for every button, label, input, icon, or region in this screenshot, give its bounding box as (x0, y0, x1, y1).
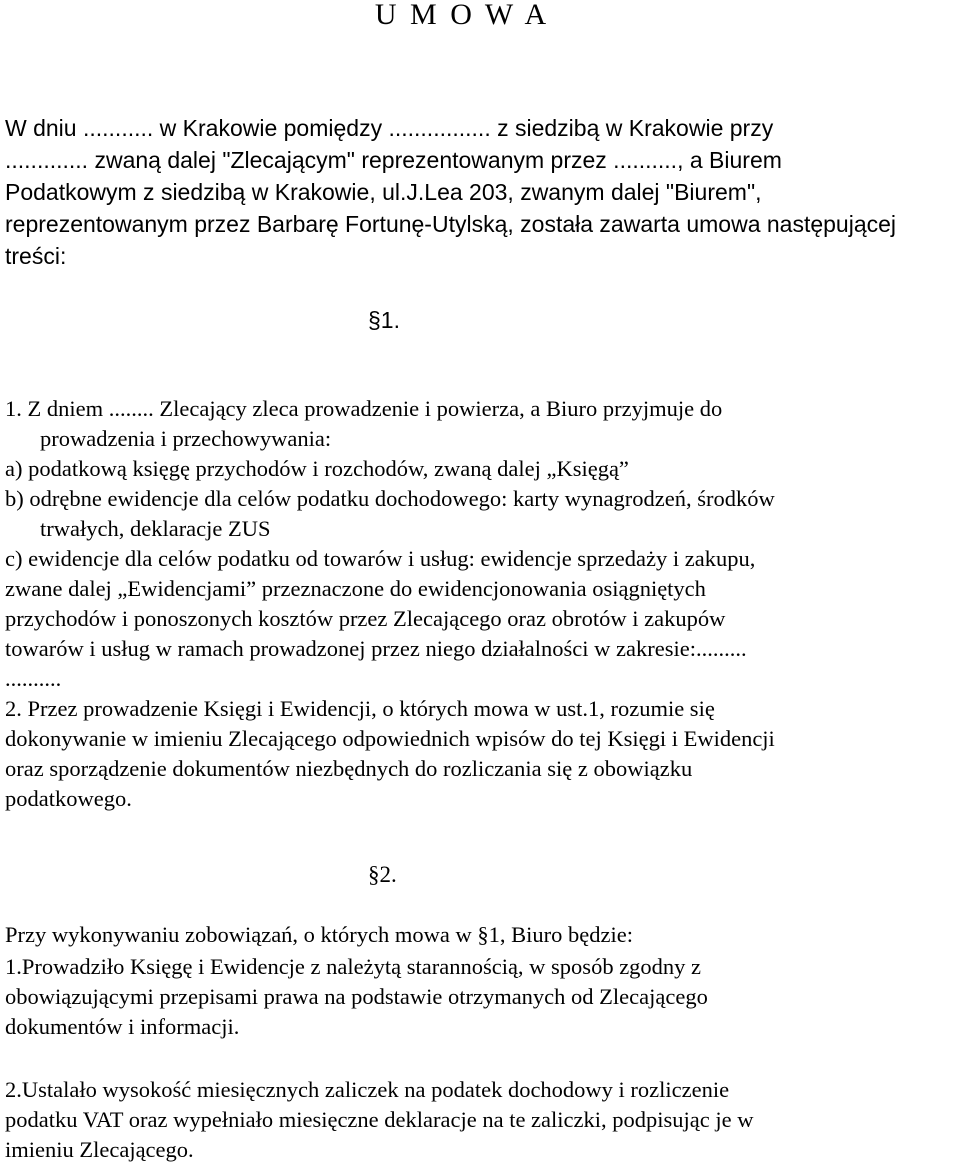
preamble-line: ............. zwaną dalej "Zlecającym" reprezentowanym przez .........., a Biurem (5, 147, 782, 173)
section-2-point-2 (5, 1075, 753, 1165)
section-1-line: .......... (5, 666, 62, 691)
section-1-line: b) odrębne ewidencje dla celów podatku dochodowego: karty wynagrodzeń, środków (5, 486, 775, 511)
preamble-line: W dniu ........... w Krakowie pomiędzy ................ z siedzibą w Krakowie przy (5, 115, 774, 141)
section-1-line: towarów i usług w ramach prowadzonej przez niego działalności w zakresie:......... (5, 636, 747, 661)
section-2-heading: §2. (368, 862, 397, 887)
preamble-line: Podatkowym z siedzibą w Krakowie, ul.J.Lea 203, zwanym dalej "Biurem", (5, 179, 762, 205)
section-1-line: 2. Przez prowadzenie Księgi i Ewidencji, o których mowa w ust.1, rozumie się (5, 696, 715, 721)
preamble-line: reprezentowanym przez Barbarę Fortunę-Utylską, została zawarta umowa następującej (5, 211, 897, 237)
section-2-point-2-line: 2.Ustalało wysokość miesięcznych zaliczek na podatek dochodowy i rozliczenie (5, 1077, 730, 1102)
section-2-point-1-line: obowiązującymi przepisami prawa na podstawie otrzymanych od Zlecającego (5, 984, 708, 1009)
preamble (5, 112, 896, 272)
section-2-point-2-line: imieniu Zlecającego. (5, 1137, 194, 1162)
section-1-line: podatkowego. (5, 786, 132, 811)
section-1-line: trwałych, deklaracje ZUS (40, 516, 271, 541)
document-title: U M O W A (374, 0, 550, 31)
section-2-point-1-line: 1.Prowadziło Księgę i Ewidencje z należytą starannością, w sposób zgodny z (5, 954, 702, 979)
section-1-line: przychodów i ponoszonych kosztów przez Zlecającego oraz obrotów i zakupów (5, 606, 726, 631)
section-2-intro-line: Przy wykonywaniu zobowiązań, o których mowa w §1, Biuro będzie: (5, 922, 633, 947)
section-2-point-1-line: dokumentów i informacji. (5, 1014, 240, 1039)
section-1-heading: §1. (368, 307, 400, 333)
section-2-point-1 (5, 952, 708, 1042)
preamble-line: treści: (5, 243, 67, 269)
section-1-line: prowadzenia i przechowywania: (40, 426, 332, 451)
section-1-line: a) podatkową księgę przychodów i rozchodów, zwaną dalej „Księgą” (5, 456, 629, 481)
section-1-body (5, 394, 775, 814)
section-1-line: dokonywanie w imieniu Zlecającego odpowiednich wpisów do tej Księgi i Ewidencji (5, 726, 775, 751)
section-1-line: zwane dalej „Ewidencjami” przeznaczone do ewidencjonowania osiągniętych (5, 576, 706, 601)
section-1-line: 1. Z dniem ........ Zlecający zleca prowadzenie i powierza, a Biuro przyjmuje do (5, 396, 723, 421)
section-2-point-2-line: podatku VAT oraz wypełniało miesięczne deklaracje na te zaliczki, podpisując je w (5, 1107, 754, 1132)
section-2-intro (5, 920, 633, 950)
section-1-line: oraz sporządzenie dokumentów niezbędnych do rozliczania się z obowiązku (5, 756, 693, 781)
section-1-line: c) ewidencje dla celów podatku od towarów i usług: ewidencje sprzedaży i zakupu, (5, 546, 756, 571)
